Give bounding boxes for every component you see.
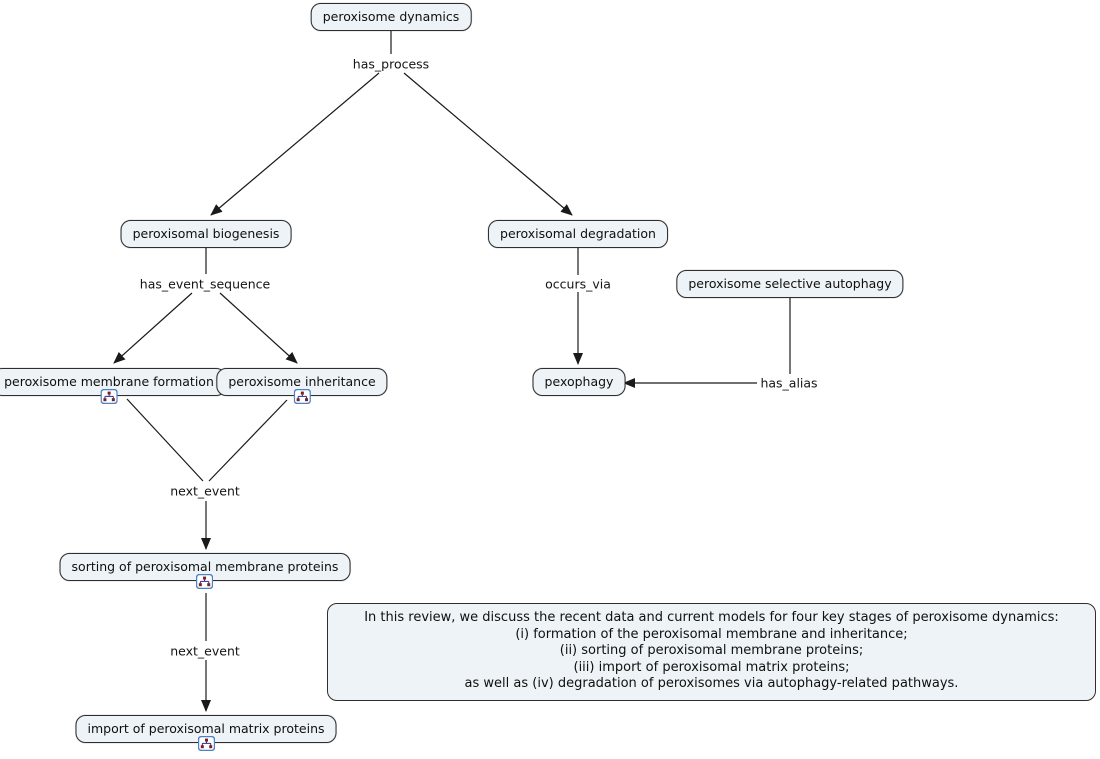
link-label-has-event-sequence[interactable]: has_event_sequence	[139, 276, 271, 292]
node-sorting-membrane-proteins[interactable]	[60, 553, 351, 581]
review-note-line-4: (iii) import of peroxisomal matrix proteins;	[573, 659, 850, 675]
node-peroxisome-membrane-formation[interactable]	[0, 368, 226, 396]
link-label-occurs-via[interactable]: occurs_via	[545, 276, 611, 292]
node-peroxisomal-biogenesis[interactable]: peroxisomal biogenesis	[121, 220, 292, 248]
review-note-line-2: (i) formation of the peroxisomal membrane and inheritance;	[515, 626, 908, 642]
node-peroxisome-selective-autophagy[interactable]: peroxisome selective autophagy	[676, 270, 903, 298]
link-label-next-event-1[interactable]: next_event	[170, 483, 240, 499]
link-label-has-alias[interactable]: has_alias	[760, 375, 818, 391]
node-import-matrix-proteins[interactable]	[76, 715, 337, 743]
edge-hasprocess-degradation	[404, 73, 572, 215]
submap-icon[interactable]	[293, 389, 310, 404]
edge-inheritance-nextevent	[209, 400, 287, 481]
node-label: peroxisome membrane formation	[4, 374, 214, 389]
link-label-has-process[interactable]: has_process	[352, 56, 430, 72]
node-peroxisome-dynamics[interactable]: peroxisome dynamics	[311, 3, 472, 31]
node-label: import of peroxisomal matrix proteins	[87, 721, 325, 736]
node-peroxisomal-degradation[interactable]: peroxisomal degradation	[488, 220, 668, 248]
submap-icon[interactable]	[101, 389, 118, 404]
node-peroxisome-inheritance[interactable]	[216, 368, 387, 396]
link-label-next-event-2[interactable]: next_event	[170, 643, 240, 659]
edge-sequence-inheritance	[220, 293, 297, 363]
edge-hasprocess-biogenesis	[211, 73, 379, 215]
node-label: sorting of peroxisomal membrane proteins	[71, 559, 339, 574]
node-pexophagy[interactable]: pexophagy	[533, 368, 626, 396]
review-note-line-1: In this review, we discuss the recent data and current models for four key stages of peroxisome dynamics:	[364, 610, 1059, 625]
review-note-box[interactable]	[327, 603, 1096, 701]
submap-icon[interactable]	[197, 574, 214, 589]
edge-sequence-membraneformation	[114, 293, 192, 363]
review-note-line-3: (ii) sorting of peroxisomal membrane proteins;	[559, 643, 864, 658]
review-note-line-5: as well as (iv) degradation of peroxisomes via autophagy-related pathways.	[464, 676, 959, 691]
node-label: peroxisome inheritance	[228, 374, 376, 389]
submap-icon[interactable]	[198, 736, 215, 751]
edge-membraneformation-nextevent	[127, 399, 203, 481]
